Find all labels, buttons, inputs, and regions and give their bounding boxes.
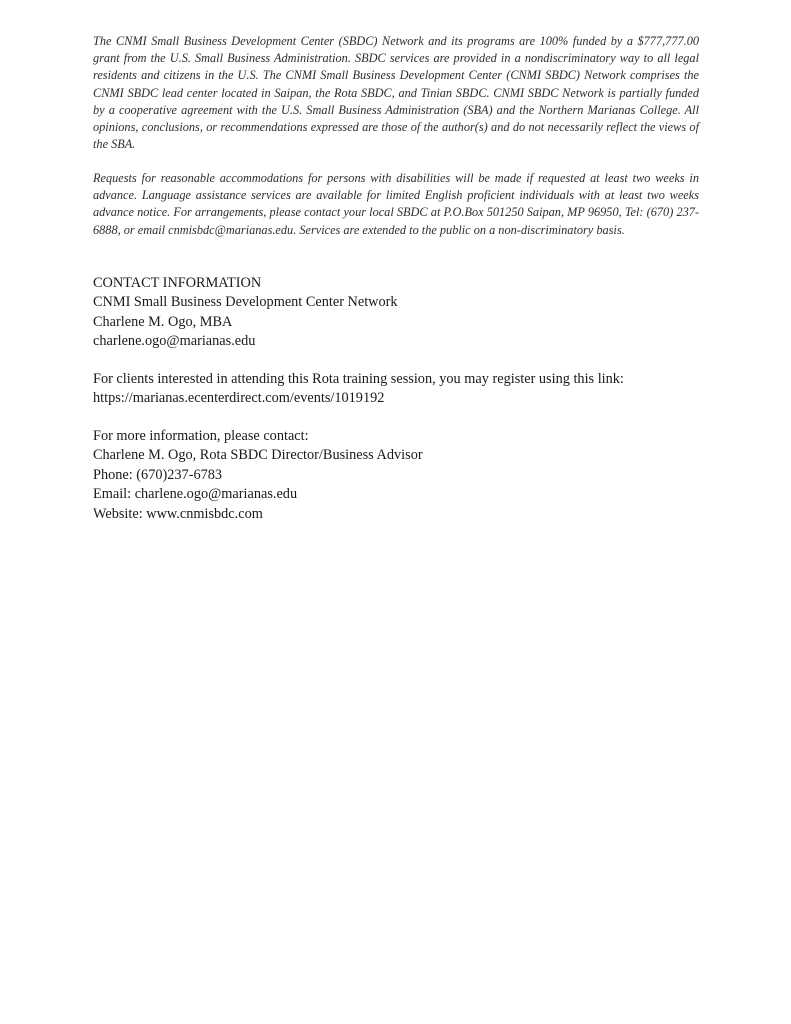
registration-link[interactable]: https://marianas.ecenterdirect.com/events/1019192 (93, 390, 385, 407)
registration-section (93, 370, 713, 409)
more-information-section (93, 427, 713, 524)
more-info-person: Charlene M. Ogo, Rota SBDC Director/Business Advisor (93, 447, 423, 464)
contact-heading: CONTACT INFORMATION (93, 275, 262, 291)
contact-email: charlene.ogo@marianas.edu (93, 333, 256, 350)
contact-name: Charlene M. Ogo, MBA (93, 313, 233, 330)
contact-information-section (93, 274, 713, 352)
more-info-email: Email: charlene.ogo@marianas.edu (93, 486, 298, 503)
contact-organization: CNMI Small Business Development Center Network (93, 294, 398, 311)
more-info-website: Website: www.cnmisbdc.com (93, 505, 263, 522)
more-info-intro: For more information, please contact: (93, 428, 309, 444)
more-info-phone: Phone: (670)237-6783 (93, 466, 223, 483)
registration-intro: For clients interested in attending this Rota training session, you may register using this link: (93, 371, 624, 387)
funding-disclaimer: The CNMI Small Business Development Center (SBDC) Network and its programs are 100% funded by a $777,777.00 grant from the U.S. Small Business Administration. SBDC services are provided in a nondiscriminatory way to all legal residents and citizens in the U.S. The CNMI Small Business Development Center (CNMI SBDC) Network comprises the CNMI SBDC lead center located in Saipan, the Rota SBDC, and Tinian SBDC. CNMI SBDC Network is partially funded by a cooperative agreement with the U.S. Small Business Administration (SBA) and the Northern Marianas College. All opinions, conclusions, or recommendations expressed are those of the author(s) and do not necessarily reflect the views of the SBA. (93, 34, 699, 152)
accommodations-notice: Requests for reasonable accommodations for persons with disabilities will be made if requested at least two weeks in advance. Language assistance services are available for limited English proficient individuals with at least two weeks advance notice. For arrangements, please contact your local SBDC at P.O.Box 501250 Saipan, MP 96950, Tel: (670) 237-6888, or email cnmisbdc@marianas.edu. Services are extended to the public on a non-discriminatory basis. (93, 171, 699, 237)
